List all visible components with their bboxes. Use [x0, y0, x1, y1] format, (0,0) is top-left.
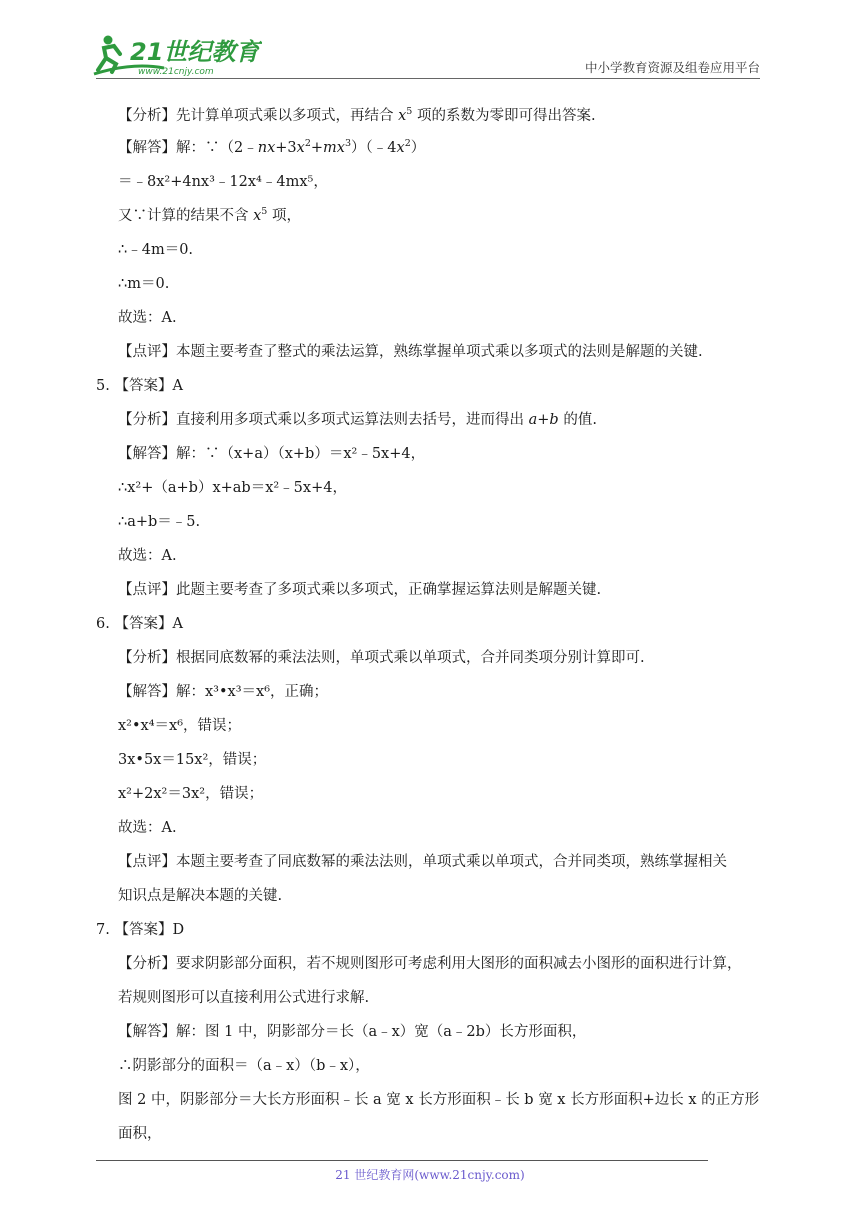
analysis-line-7: 【分析】要求阴影部分面积，若不规则图形可考虑利用大图形的面积减去小图形的面积进行计算， [118, 956, 742, 972]
choice-line: 故选：A. [118, 310, 177, 326]
math-line: ＝﹣8x²+4nx³﹣12x⁴﹣4mx⁵， [118, 174, 328, 190]
choice-line: 故选：A. [118, 548, 177, 564]
analysis-line-6: 【分析】根据同底数幂的乘法法则，单项式乘以单项式，合并同类项分别计算即可. [118, 650, 645, 666]
comment-line-4: 【点评】本题主要考查了整式的乘法运算，熟练掌握单项式乘以多项式的法则是解题的关键. [118, 344, 703, 360]
logo-21cnjy-icon [92, 32, 262, 76]
footer-site-link[interactable]: 21 世纪教育网(www.21cnjy.com) [335, 1168, 525, 1182]
solution-line-5: 【解答】解：∵（x+a）（x+b）＝x²﹣5x+4， [118, 446, 426, 462]
math-line: ∴x²+（a+b）x+ab＝x²﹣5x+4， [118, 480, 347, 496]
math-line: 图 2 中，阴影部分＝大长方形面积﹣长 a 宽 x 长方形面积﹣长 b 宽 x 长方形面积+边长 x 的正方形 [118, 1092, 760, 1108]
math-line: 面积， [118, 1126, 162, 1142]
logo-url: www.21cnjy.com [138, 67, 214, 76]
header-platform-text: 中小学教育资源及组卷应用平台 [584, 60, 760, 75]
solution-line-6: 【解答】解：x³•x³＝x⁶，正确； [118, 684, 329, 700]
comment-line-6: 【点评】本题主要考查了同底数幂的乘法法则，单项式乘以单项式，合并同类项，熟练掌握相关 [118, 854, 727, 870]
answer-5: 5. 【答案】A [96, 378, 183, 394]
math-line: ∴﹣4m＝0. [118, 242, 194, 258]
math-line: x²+2x²＝3x²，错误； [118, 786, 264, 802]
math-line: ∴阴影部分的面积＝（a﹣x）（b﹣x）， [118, 1058, 370, 1074]
analysis-line-4: 【分析】先计算单项式乘以多项式，再结合 $x^5$ 项的系数为零即可得出答案. [118, 106, 596, 124]
answer-7: 7. 【答案】D [96, 922, 185, 938]
math-line: 3x•5x＝15x²，错误； [118, 752, 267, 768]
analysis-line-7b: 若规则图形可以直接利用公式进行求解. [118, 990, 370, 1006]
math-line: 又∵计算的结果不含 $x^5$ 项， [118, 206, 301, 224]
comment-line-6b: 知识点是解决本题的关键. [118, 888, 283, 904]
solution-line-7: 【解答】解：图 1 中，阴影部分＝长（a﹣x）宽（a﹣2b）长方形面积， [118, 1024, 587, 1040]
choice-line: 故选：A. [118, 820, 177, 836]
header-divider [96, 78, 760, 79]
math-line: ∴a+b＝﹣5. [118, 514, 201, 530]
page-header [92, 28, 760, 80]
footer-divider [96, 1160, 708, 1161]
answer-6: 6. 【答案】A [96, 616, 183, 632]
comment-line-5: 【点评】此题主要考查了多项式乘以多项式，正确掌握运算法则是解题关键. [118, 582, 602, 598]
solution-line-4: 【解答】解：$\because(2﹣nx+3x^2+mx^3)(﹣4x^2)$ [118, 138, 426, 156]
math-line: x²•x⁴＝x⁶，错误； [118, 718, 242, 734]
logo-text: 21世纪教育 [130, 38, 260, 66]
math-line: ∴m＝0. [118, 276, 170, 292]
analysis-line-5: 【分析】直接利用多项式乘以多项式运算法则去括号，进而得出 a+b 的值. [118, 412, 597, 428]
